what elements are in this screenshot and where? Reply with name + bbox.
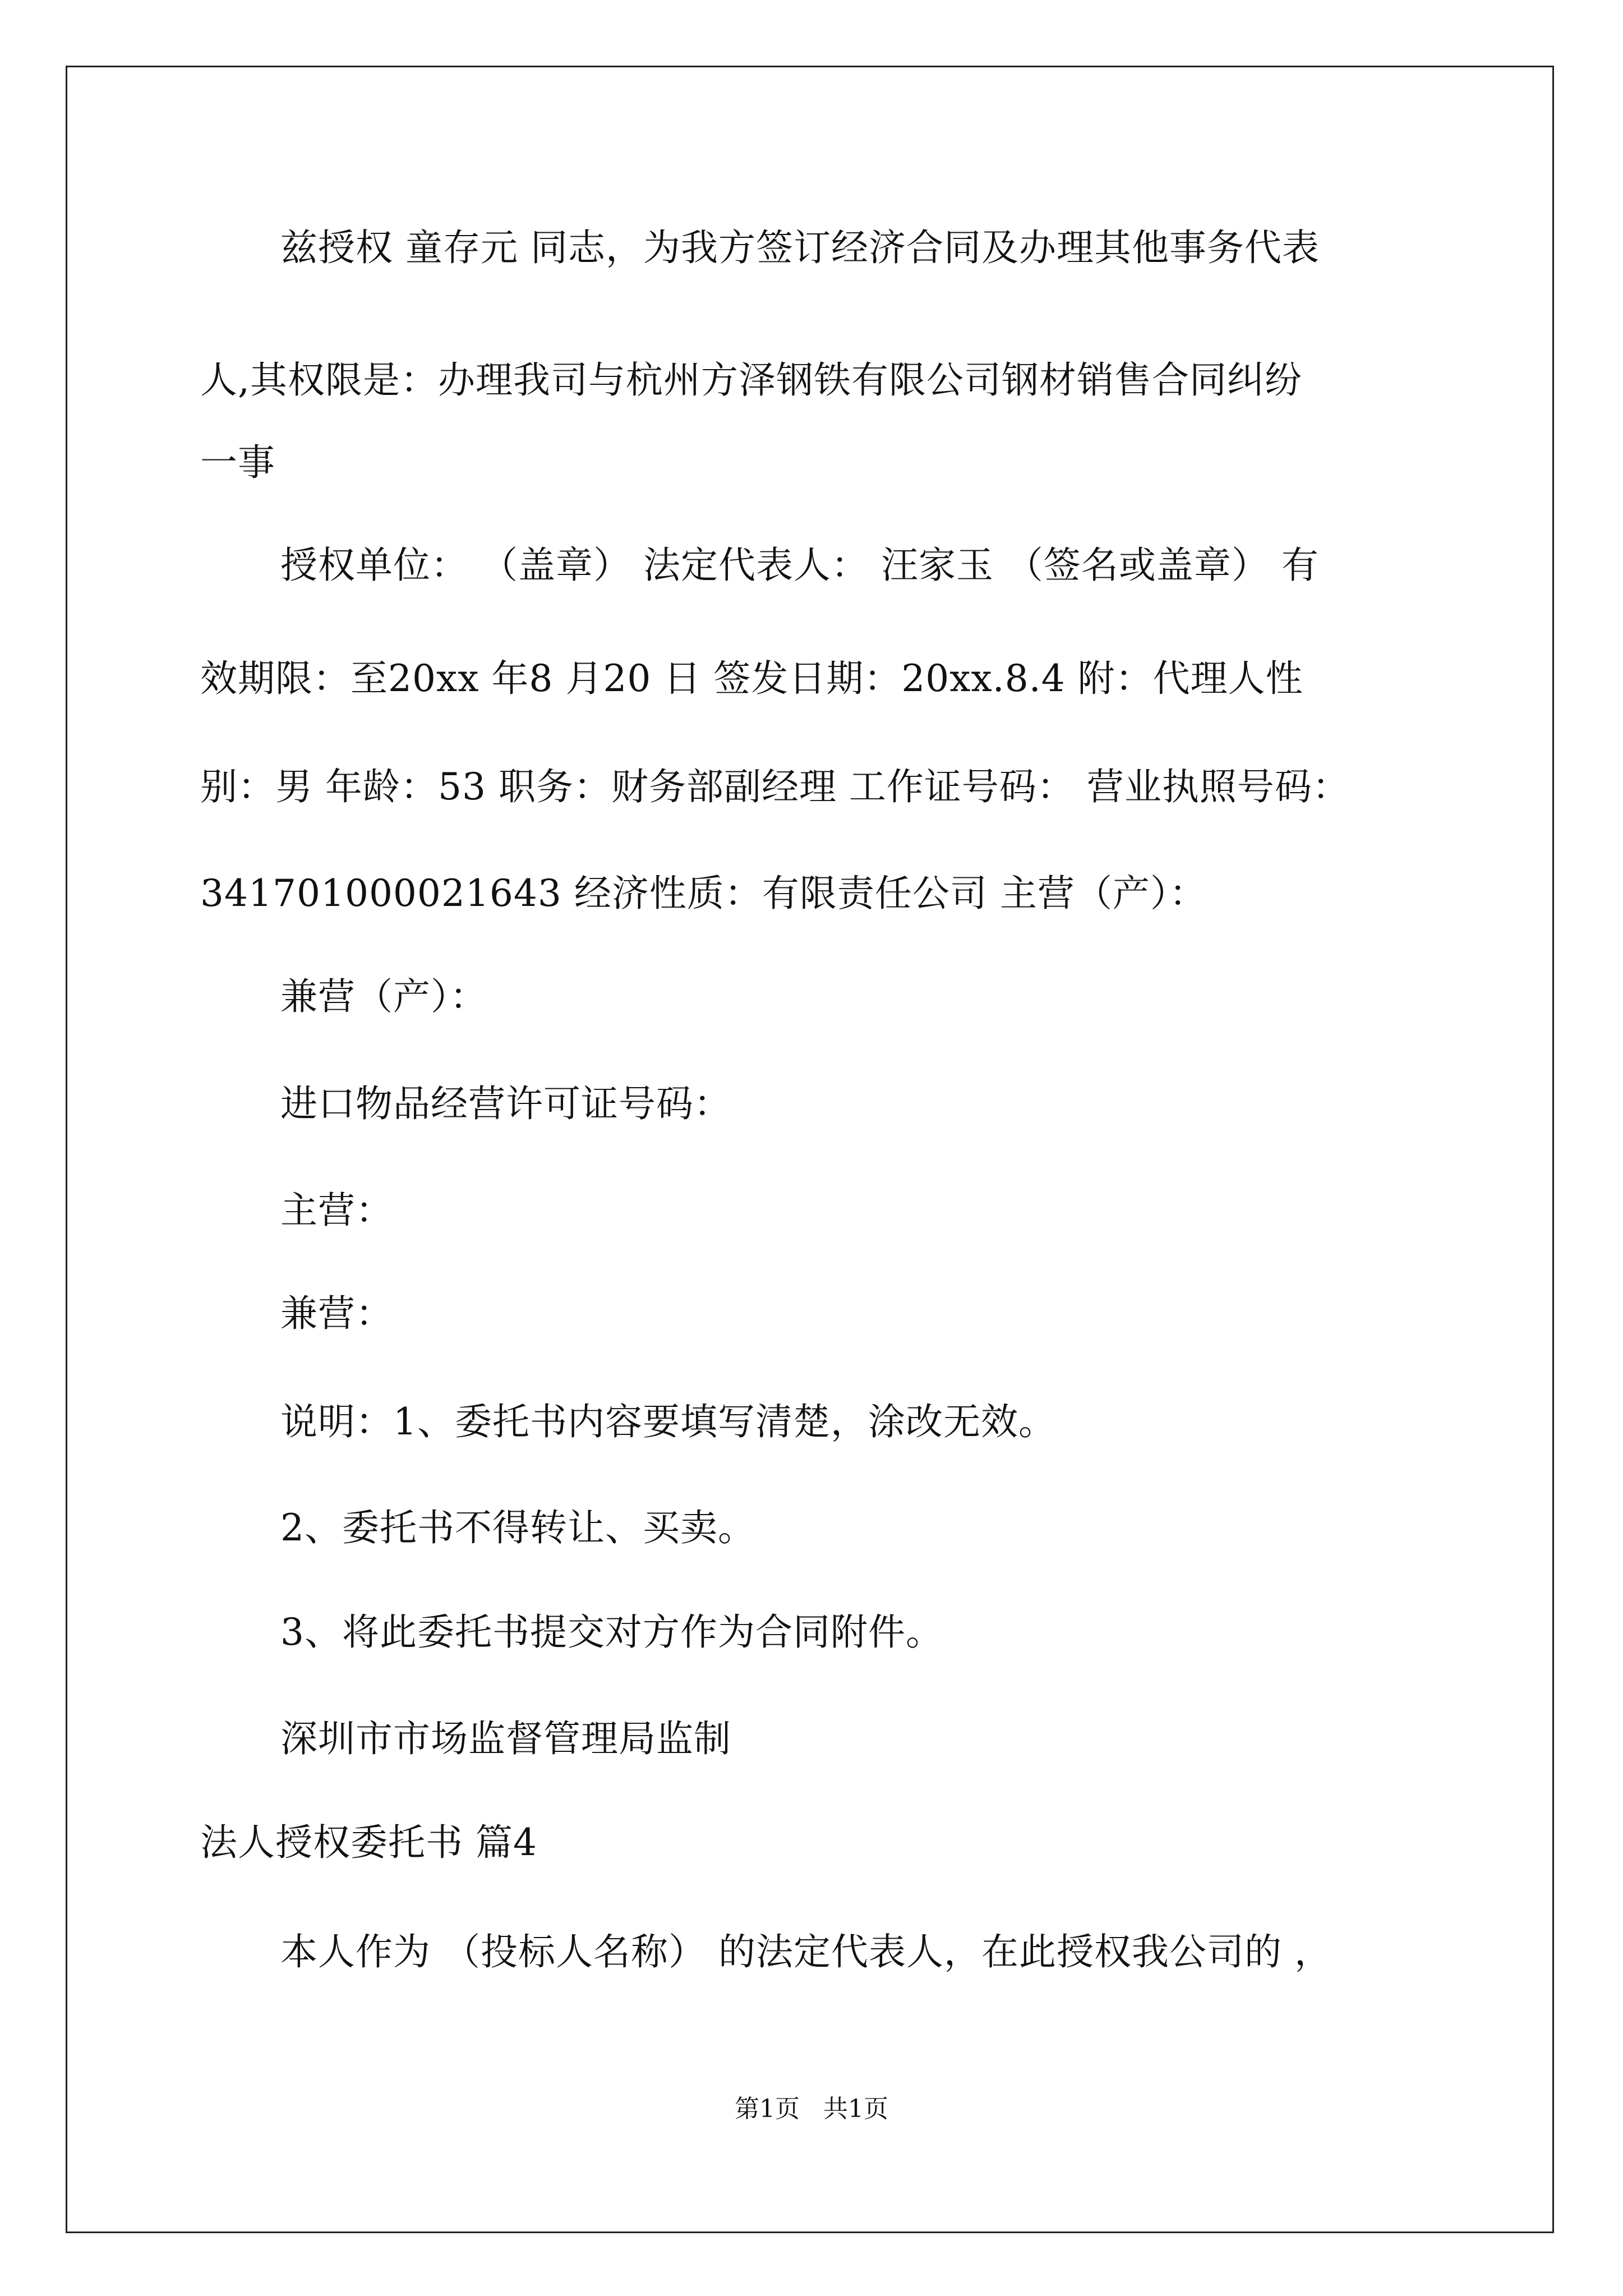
section-heading: 法人授权委托书 篇4 bbox=[200, 1821, 537, 1864]
text-line: 3、将此委托书提交对方作为合同附件。 bbox=[280, 1611, 943, 1654]
text-line: 授权单位： （盖章） 法定代表人： 汪家玉 （签名或盖章） 有 bbox=[280, 544, 1319, 587]
text-line: 兼营（产）： bbox=[280, 975, 487, 1018]
text-line: 兼营： bbox=[280, 1292, 393, 1335]
text-line: 341701000021643 经济性质：有限责任公司 主营（产）： bbox=[200, 872, 1207, 915]
text-line: 主营： bbox=[280, 1189, 393, 1232]
page-footer: 第1页 共1页 bbox=[735, 2095, 888, 2123]
text-line: 深圳市市场监督管理局监制 bbox=[280, 1717, 731, 1760]
text-line: 本人作为 （投标人名称） 的法定代表人，在此授权我公司的 ， bbox=[280, 1930, 1332, 1973]
text-line: 别：男 年龄：53 职务：财务部副经理 工作证号码： 营业执照号码： bbox=[200, 765, 1350, 808]
text-line: 进口物品经营许可证号码： bbox=[280, 1082, 731, 1125]
text-line: 2、委托书不得转让、买卖。 bbox=[280, 1506, 755, 1549]
text-line: 效期限：至20xx 年8 月20 日 签发日期：20xx.8.4 附：代理人性 bbox=[200, 657, 1303, 700]
text-line: 人,其权限是：办理我司与杭州方泽钢铁有限公司钢材销售合同纠纷 bbox=[200, 358, 1302, 402]
text-line: 兹授权 童存元 同志，为我方签订经济合同及办理其他事务代表 bbox=[280, 226, 1320, 269]
text-line: 一事 bbox=[200, 441, 275, 484]
text-line: 说明：1、委托书内容要填写清楚，涂改无效。 bbox=[280, 1400, 1056, 1443]
